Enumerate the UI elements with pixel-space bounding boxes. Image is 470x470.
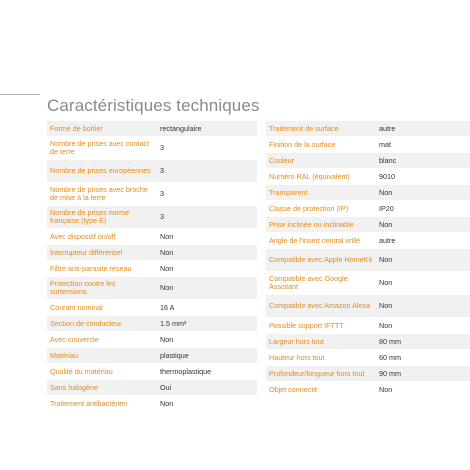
spec-row bbox=[47, 183, 257, 205]
spec-value: 60 mm bbox=[379, 352, 401, 362]
spec-value: 90 mm bbox=[379, 368, 401, 378]
spec-label: Qualité du matériau bbox=[50, 366, 113, 376]
spec-row bbox=[266, 382, 470, 397]
spec-row bbox=[47, 364, 257, 379]
spec-row bbox=[266, 137, 470, 152]
spec-row bbox=[266, 121, 470, 136]
spec-label: Nombre de prises avec broche de mise à la terre bbox=[50, 185, 148, 202]
spec-value: Non bbox=[160, 247, 174, 257]
spec-value: 16 A bbox=[160, 302, 175, 312]
spec-label: Possible support IFTTT bbox=[269, 320, 344, 330]
spec-label: Avec dispositif on/off bbox=[50, 231, 116, 241]
spec-row bbox=[266, 217, 470, 232]
spec-label: Nombre de prises norme française (type E) bbox=[50, 208, 130, 225]
spec-row bbox=[266, 169, 470, 184]
spec-row bbox=[47, 316, 257, 331]
spec-row bbox=[47, 300, 257, 315]
spec-value: 3 bbox=[160, 143, 164, 153]
spec-row bbox=[47, 121, 257, 136]
spec-row bbox=[47, 277, 257, 299]
spec-row bbox=[266, 185, 470, 200]
spec-label: Avec couvercle bbox=[50, 334, 99, 344]
spec-value: mat bbox=[379, 139, 391, 149]
spec-label: Hauteur hors tout bbox=[269, 352, 325, 362]
spec-value: Non bbox=[160, 283, 174, 293]
spec-row bbox=[47, 160, 257, 182]
spec-value: Non bbox=[160, 398, 174, 408]
spec-value: Non bbox=[379, 301, 393, 311]
spec-label: Prise inclinée ou inclinable bbox=[269, 219, 354, 229]
spec-row bbox=[266, 153, 470, 168]
spec-row bbox=[266, 201, 470, 216]
spec-label: Forme de boîtier bbox=[50, 123, 103, 133]
spec-value: rectangulaire bbox=[160, 123, 202, 133]
page-title: Caractéristiques techniques bbox=[47, 96, 260, 116]
spec-value: Non bbox=[379, 187, 393, 197]
spec-value: plastique bbox=[160, 350, 189, 360]
spec-label: Matériau bbox=[50, 350, 78, 360]
spec-row bbox=[47, 261, 257, 276]
spec-value: Oui bbox=[160, 382, 172, 392]
spec-label: Finition de la surface bbox=[269, 139, 336, 149]
spec-label: Traitement antibactérien bbox=[50, 398, 128, 408]
spec-value: IP20 bbox=[379, 203, 394, 213]
spec-value: Non bbox=[160, 334, 174, 344]
spec-value: 80 mm bbox=[379, 336, 401, 346]
spec-value: Non bbox=[379, 255, 393, 265]
spec-label: Largeur hors tout bbox=[269, 336, 324, 346]
spec-value: Non bbox=[379, 278, 393, 288]
spec-row bbox=[266, 350, 470, 365]
spec-value: autre bbox=[379, 235, 396, 245]
spec-label: Compatible avec Amazon Alexa bbox=[269, 301, 371, 311]
spec-label: Courant nominal bbox=[50, 302, 103, 312]
spec-row bbox=[47, 229, 257, 244]
spec-label: Numéro RAL (équivalent) bbox=[269, 171, 350, 181]
spec-row bbox=[266, 334, 470, 349]
spec-value: 9010 bbox=[379, 171, 395, 181]
spec-row bbox=[266, 233, 470, 248]
spec-label: Protection contre les surtensions bbox=[50, 279, 116, 296]
spec-value: 3 bbox=[160, 189, 164, 199]
spec-label: Section de conducteur bbox=[50, 318, 122, 328]
spec-value: 3 bbox=[160, 166, 164, 176]
spec-row bbox=[47, 332, 257, 347]
spec-label: Angle de l'insert central vrillé bbox=[269, 235, 361, 245]
spec-label: Compatible avec Apple HomeKit bbox=[269, 255, 373, 265]
spec-row bbox=[47, 245, 257, 260]
spec-row bbox=[47, 137, 257, 159]
spec-row bbox=[47, 206, 257, 228]
spec-value: 1.5 mm² bbox=[160, 318, 187, 328]
spec-row bbox=[47, 380, 257, 395]
spec-label: Nombre de prises européennes bbox=[50, 166, 151, 176]
spec-row bbox=[47, 396, 257, 411]
spec-value: Non bbox=[160, 263, 174, 273]
spec-value: thermoplastique bbox=[160, 366, 212, 376]
spec-label: Transparent bbox=[269, 187, 308, 197]
spec-label: Filtre anti-parasite réseau bbox=[50, 263, 132, 273]
spec-label: Couleur bbox=[269, 155, 295, 165]
spec-value: Non bbox=[379, 320, 393, 330]
spec-label: Classe de protection (IP) bbox=[269, 203, 349, 213]
spec-label: Objet connecté bbox=[269, 384, 318, 394]
spec-label: Interrupteur différentiel bbox=[50, 247, 123, 257]
spec-label: Profondeur/longueur hors tout bbox=[269, 368, 365, 378]
spec-label: Traitement de surface bbox=[269, 123, 339, 133]
spec-row bbox=[266, 249, 470, 271]
spec-value: Non bbox=[160, 231, 174, 241]
spec-value: Non bbox=[379, 219, 393, 229]
spec-row bbox=[266, 272, 470, 294]
specs-table-left bbox=[47, 121, 257, 411]
spec-label: Nombre de prises avec contact de terre bbox=[50, 139, 150, 156]
spec-row bbox=[266, 318, 470, 333]
spec-label: Sans halogène bbox=[50, 382, 98, 392]
specs-table-right bbox=[266, 121, 470, 397]
spec-value: autre bbox=[379, 123, 396, 133]
spec-label: Compatible avec Google Assistant bbox=[269, 274, 348, 291]
spec-value: 3 bbox=[160, 212, 164, 222]
spec-row bbox=[266, 295, 470, 317]
spec-value: Non bbox=[379, 384, 393, 394]
spec-value: blanc bbox=[379, 155, 397, 165]
spec-row bbox=[266, 366, 470, 381]
spec-row bbox=[47, 348, 257, 363]
decorative-rule bbox=[0, 94, 40, 95]
